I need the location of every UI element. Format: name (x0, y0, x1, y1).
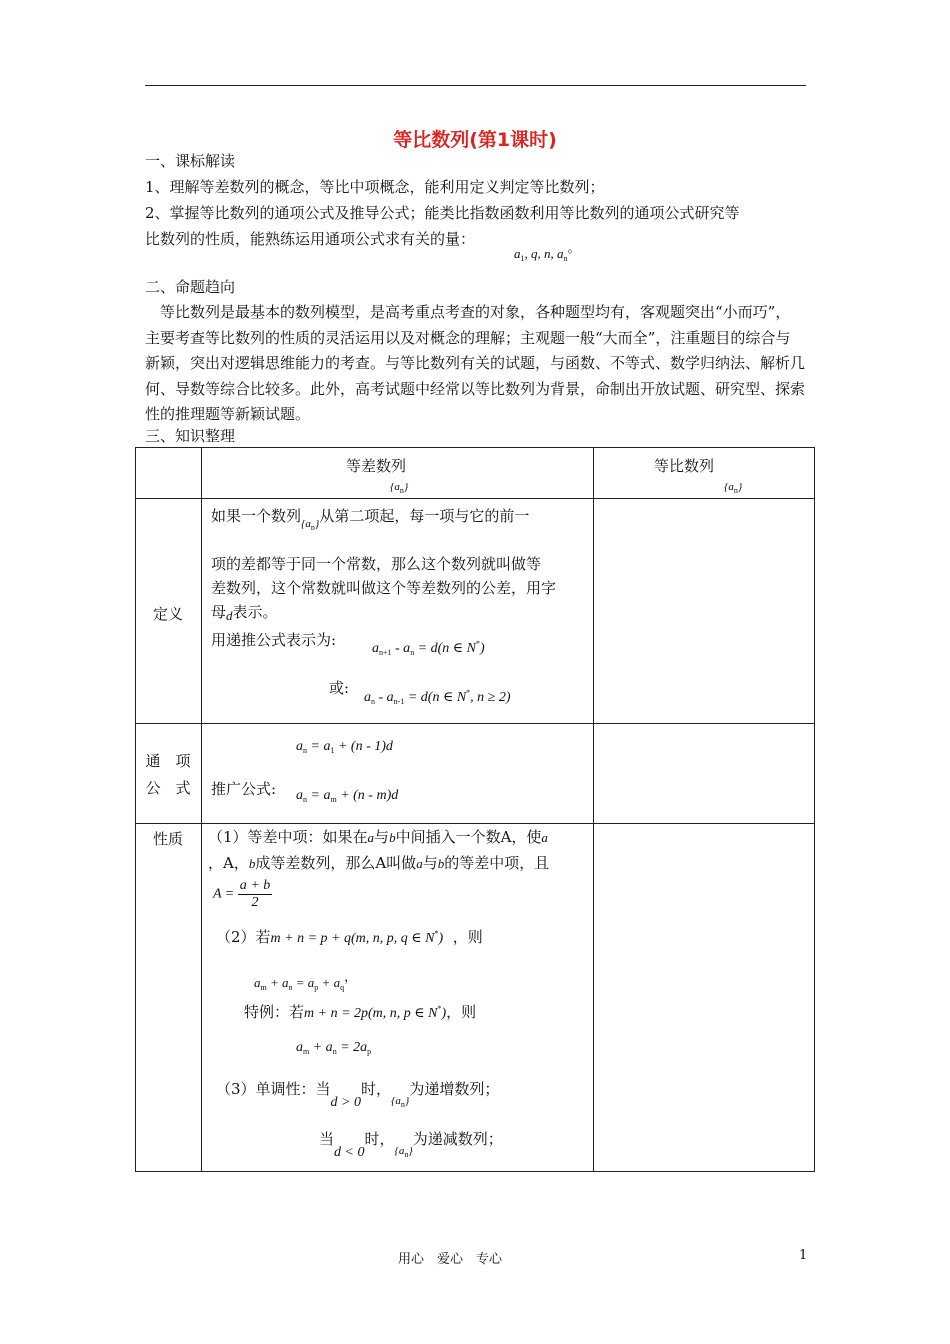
extended-formula: $a_n = a_m + (n - m)d$ (296, 788, 399, 804)
row-label-general-term-2: 公 式 (145, 779, 191, 797)
definition-line1: 如果一个数列$_{\{a_n\}}$从第二项起，每一项与它的前一 (211, 507, 530, 532)
monotonicity-line1: （3）单调性：当d > 0时，$_{\{a_n\}}$为递增数列； (216, 1080, 500, 1110)
property2-line1: （2）若m + n = p + q(m, n, p, q ∈ N*) ，则 (216, 928, 483, 946)
section1-item1: 1、理解等差数列的概念，等比中项概念，能利用定义判定等比数列； (145, 178, 605, 196)
knowledge-table (135, 447, 815, 1172)
section1-item2-line1: 2、掌握等比数列的通项公式及推导公式；能类比指数函数利用等比数列的通项公式研究等 (145, 204, 740, 222)
property1-line2: ，A，b成等差数列，那么A叫做a与b的等差中项，且 (208, 854, 550, 872)
page-title: 等比数列(第1课时) (393, 129, 557, 151)
arithmetic-mean-formula: A = $\frac{a + b}{2}$ (213, 878, 271, 910)
definition-line3: 差数列，这个常数就叫做这个等差数列的公差，用字 (211, 579, 557, 597)
row-label-general-term-1: 通 项 (145, 752, 191, 770)
recursion-formula-1: $a_{n+1} - a_n = d(n$ ∈ N*) (372, 639, 485, 657)
row-label-properties: 性质 (152, 830, 183, 848)
section2-heading: 二、命题趋向 (145, 278, 236, 296)
monotonicity-line2: 当d < 0时，$_{\{a_n\}}$为递减数列； (319, 1130, 503, 1160)
property1-line1: （1）等差中项：如果在a与b中间插入一个数A，使a (208, 828, 548, 846)
section1-item2-line2: 比数列的性质，能熟练运用通项公式求有关的量： (145, 230, 476, 248)
general-term-formula: $a_n = a_1 + (n - 1)d$ (296, 739, 393, 755)
col-header-geometric: 等比数列 $\{a_n\}$ (654, 457, 743, 495)
row-label-definition: 定义 (152, 605, 183, 623)
col-header-arithmetic: 等差数列 $\{a_n\}$ (346, 457, 409, 495)
recursion-formula-2: $a_n - a_{n-1} = d(n$ ∈ N*, n ≥ 2) (364, 688, 511, 706)
definition-line4: 母d表示。 (211, 603, 278, 623)
page-number: 1 (799, 1248, 808, 1263)
special-case-formula: $a_m + a_n = 2a_p$ (296, 1040, 372, 1056)
section3-heading: 三、知识整理 (145, 427, 236, 445)
recursion-label: 用递推公式表示为: (211, 631, 337, 649)
or-label: 或: (329, 679, 350, 697)
extended-formula-label: 推广公式: (211, 780, 277, 798)
property2-formula: $a_m + a_n = a_p + a_q$， (254, 969, 358, 992)
definition-line2: 项的差都等于同一个常数，那么这个数列就叫做等 (211, 555, 542, 573)
section2-paragraph: 等比数列是最基本的数列模型，是高考重点考查的对象，各种题型均有，客观题突出“小而巧”，主要考查等比数列的性质的灵活运用以及对概念的理解；主观题一般“大而全”，注重题目的综合与新颖，突出对逻辑思维能力的考查。与等比数列有关的试题，与函数、不等式、数学归纳法、解析几何、导数等综合比较多。此外，高考试题中经常以等比数列为背景，命制出开放试题、研究型、探索性的推理题等新颖试题。 (145, 303, 806, 423)
section1-heading: 一、课标解读 (145, 152, 236, 170)
footer-text: 用心 爱心 专心 (398, 1252, 503, 1267)
header-rule (145, 85, 806, 86)
special-case-line: 特例：若m + n = 2p(m, n, p ∈ N*)，则 (244, 1003, 477, 1021)
quantities-formula: $a_1$, q, n, $a_n$。 (514, 241, 581, 263)
